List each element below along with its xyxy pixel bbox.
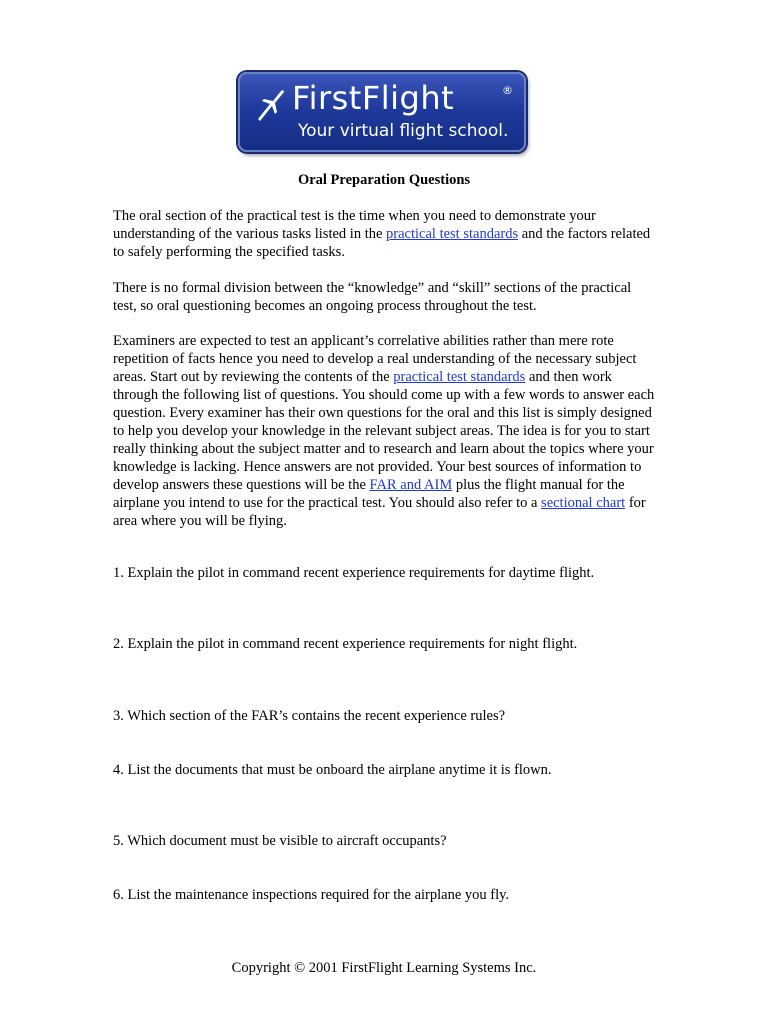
- logo-tagline: Your virtual flight school.: [298, 121, 509, 141]
- question-5: 5. Which document must be visible to aircraft occupants?: [113, 833, 447, 849]
- examiners-text-2: and then work through the following list of questions. You should come up with a few words to answer each question. Every examiner has their own questions for the oral and this list is simply designed to help you develop your knowledge in the relevant subject areas. The idea is for you to start really thinking about the subject matter and to research and learn about the topics where your knowledge is lacking. Hence answers are not provided. Your best sources of information to develop answers these questions will be the: [113, 369, 655, 493]
- examiners-paragraph: [113, 332, 658, 530]
- question-1: 1. Explain the pilot in command recent experience requirements for daytime flight.: [113, 565, 595, 581]
- document-title: Oral Preparation Questions: [297, 172, 471, 188]
- firstflight-logo: [238, 72, 526, 152]
- question-2: 2. Explain the pilot in command recent experience requirements for night flight.: [113, 636, 578, 652]
- question-3: 3. Which section of the FAR’s contains the recent experience rules?: [113, 708, 506, 724]
- intro-paragraph: [113, 207, 658, 261]
- examiners-text-3: plus the flight manual for the airplane you intend to use for the practical test. You should also refer to a: [113, 477, 625, 511]
- logo-brand-name: FirstFlight: [292, 79, 455, 117]
- sectional-chart-link[interactable]: sectional chart: [541, 495, 626, 511]
- examiners-text-1: Examiners are expected to test an applicant’s correlative abilities rather than mere rote repetition of facts hence you need to develop a real understanding of the necessary subject areas. Start out by reviewing the contents of the: [113, 333, 637, 385]
- practical-test-standards-link-2[interactable]: practical test standards: [393, 369, 526, 385]
- intro-text-after-link: and the factors related to safely performing the specified tasks.: [113, 226, 651, 260]
- practical-test-standards-link[interactable]: practical test standards: [386, 226, 519, 242]
- airplane-icon: [254, 88, 288, 122]
- question-4: 4. List the documents that must be onboard the airplane anytime it is flown.: [113, 762, 552, 778]
- registered-mark: ®: [502, 84, 513, 97]
- question-6: 6. List the maintenance inspections required for the airplane you fly.: [113, 887, 510, 903]
- far-and-aim-link[interactable]: FAR and AIM: [369, 477, 453, 493]
- division-paragraph: There is no formal division between the “knowledge” and “skill” sections of the practical test, so oral questioning becomes an ongoing process throughout the test.: [113, 280, 632, 314]
- copyright-footer: Copyright © 2001 FirstFlight Learning Systems Inc.: [231, 960, 537, 976]
- examiners-text-4: for area where you will be flying.: [113, 495, 646, 529]
- intro-text-before-link: The oral section of the practical test is the time when you need to demonstrate your understanding of the various tasks listed in the: [113, 208, 596, 242]
